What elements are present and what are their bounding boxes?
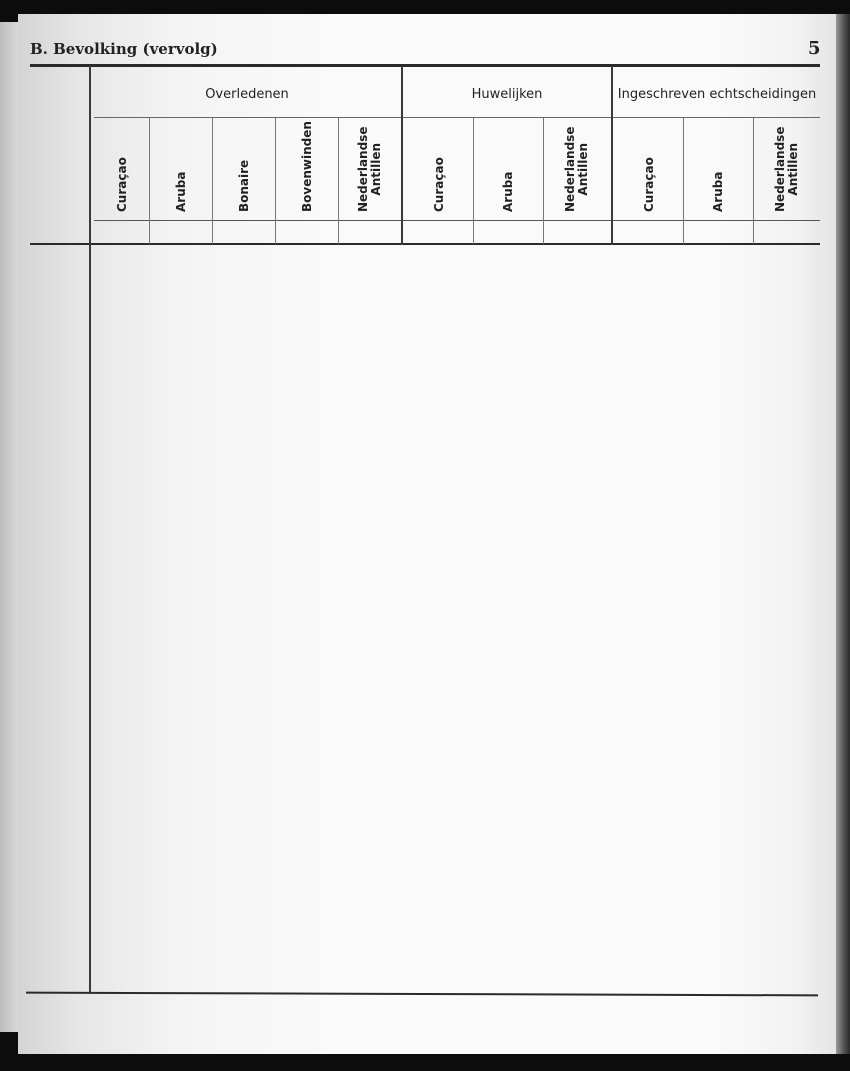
- column-header-line: Bovenwinden: [299, 121, 314, 212]
- column-header-line: Curaçao: [114, 157, 129, 212]
- column-header-line: Aruba: [501, 171, 515, 212]
- group-header-rule: [94, 117, 820, 118]
- column-divider: [212, 118, 213, 244]
- column-header-line: Aruba: [711, 171, 725, 212]
- column-header-line: Bonaire: [236, 159, 251, 212]
- group-header-echtscheidingen: Ingeschreven echtscheidingen: [617, 87, 817, 102]
- column-header-line: Curaçao: [431, 157, 446, 212]
- page-number: 5: [808, 38, 821, 59]
- section-title: B. Bevolking (vervolg): [30, 40, 218, 58]
- column-header-line: Antillen: [785, 142, 800, 196]
- column-header-label: [357, 127, 383, 212]
- group-header-huwelijken: Huwelijken: [471, 87, 543, 102]
- column-divider: [149, 118, 150, 244]
- group-divider-1: [401, 66, 403, 245]
- column-header-label: [774, 127, 800, 212]
- column-header-label: [175, 172, 188, 212]
- group-header-overledenen: Overledenen: [205, 87, 289, 102]
- document-page: [18, 14, 836, 1054]
- column-header-label: [712, 172, 725, 212]
- scan-background: [0, 1054, 850, 1071]
- column-header-line: Curaçao: [641, 157, 656, 212]
- column-divider: [338, 118, 339, 244]
- column-divider: [753, 118, 754, 244]
- column-number-rule: [94, 220, 820, 221]
- previous-page-edge: [0, 22, 18, 1032]
- column-header-label: [433, 157, 446, 212]
- column-header-label: [502, 172, 515, 212]
- column-header-label: [301, 121, 314, 212]
- column-header-line: Antillen: [368, 142, 383, 196]
- column-header-line: Nederlandse: [355, 126, 370, 212]
- stub-divider: [89, 66, 91, 994]
- column-header-line: Antillen: [576, 142, 590, 196]
- column-header-line: Nederlandse: [772, 126, 787, 212]
- column-header-line: Aruba: [173, 171, 188, 212]
- top-rule: [30, 64, 820, 67]
- group-divider-2: [611, 66, 613, 245]
- column-header-label: [643, 157, 656, 212]
- column-header-label: [564, 127, 590, 212]
- column-divider: [683, 118, 684, 244]
- column-header-label: [238, 160, 251, 212]
- column-header-label: [116, 157, 129, 212]
- column-divider: [473, 118, 474, 244]
- column-header-line: Nederlandse: [563, 126, 577, 212]
- column-divider: [543, 118, 544, 244]
- column-divider: [275, 118, 276, 244]
- book-spine-edge: [836, 14, 850, 1054]
